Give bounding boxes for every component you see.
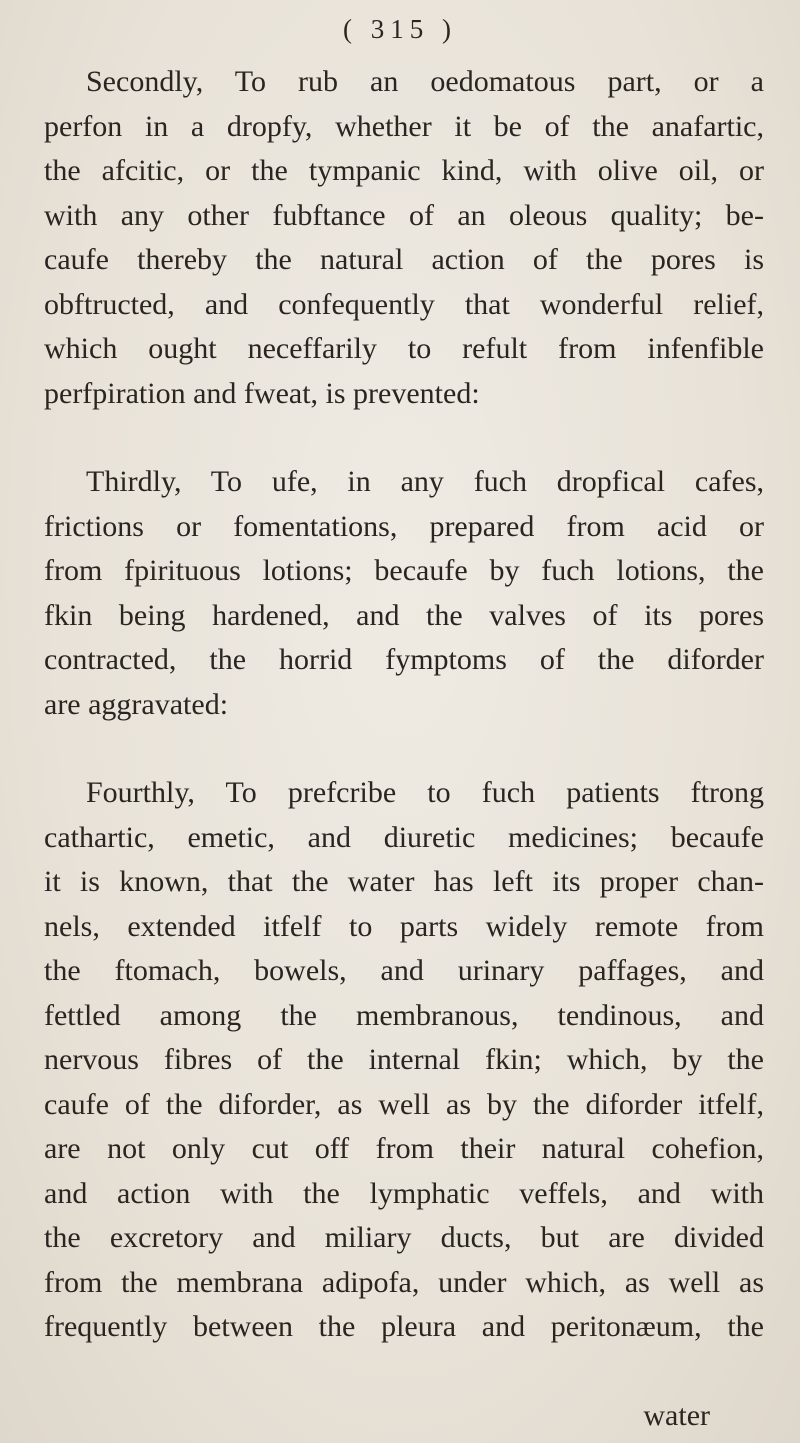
text-line: cathartic, emetic, and diuretic medicines; becaufe [44,820,764,854]
paragraph-gap [44,416,764,460]
paragraph-fourthly [44,771,764,1350]
text-line: are aggravated: [44,687,229,721]
text-line: the excretory and miliary ducts, but are divided [44,1221,764,1254]
text-line: Fourthly, To prefcribe to fuch patients ftrong [86,776,764,809]
paragraph-gap [44,727,764,771]
page-number: ( 315 ) [343,14,457,44]
text-line: nels, extended itfelf to parts widely remote from [44,909,764,943]
text-line: frequently between the pleura and peritonæum, the [44,1310,764,1343]
paragraph-thirdly [44,460,764,727]
text-line: and action with the lymphatic veffels, and with [44,1176,764,1210]
text-line: which ought neceffarily to refult from infenfible [44,332,764,365]
text-line: caufe of the diforder, as well as by the diforder itfelf, [44,1087,764,1121]
text-line: it is known, that the water has left its proper chan- [44,865,764,898]
text-line: are not only cut off from their natural cohefion, [44,1132,764,1165]
text-line: the ftomach, bowels, and urinary paffages, and [44,954,764,987]
text-line: from fpirituous lotions; becaufe by fuch lotions, the [44,554,764,587]
text-line: perfon in a dropfy, whether it be of the anafartic, [44,109,764,143]
text-line: from the membrana adipofa, under which, as well as [44,1265,764,1299]
text-line: Thirdly, To ufe, in any fuch dropfical cafes, [86,465,764,498]
text-line: Secondly, To rub an oedomatous part, or a [86,65,764,98]
text-line: fkin being hardened, and the valves of its pores [44,598,764,632]
text-line: the afcitic, or the tympanic kind, with olive oil, or [44,154,764,187]
text-line: caufe thereby the natural action of the pores is [44,243,764,276]
text-line: perfpiration and fweat, is prevented: [44,376,480,410]
text-line: frictions or fomentations, prepared from acid or [44,509,764,543]
catchword: water [643,1399,710,1432]
text-line: contracted, the horrid fymptoms of the diforder [44,643,764,676]
paragraph-secondly [44,60,764,416]
body-text [44,60,764,1350]
text-line: with any other fubftance of an oleous quality; be- [44,198,764,232]
text-line: nervous fibres of the internal fkin; which, by the [44,1043,764,1076]
text-line: obftructed, and confequently that wonderful relief, [44,287,764,321]
text-line: fettled among the membranous, tendinous, and [44,998,764,1032]
